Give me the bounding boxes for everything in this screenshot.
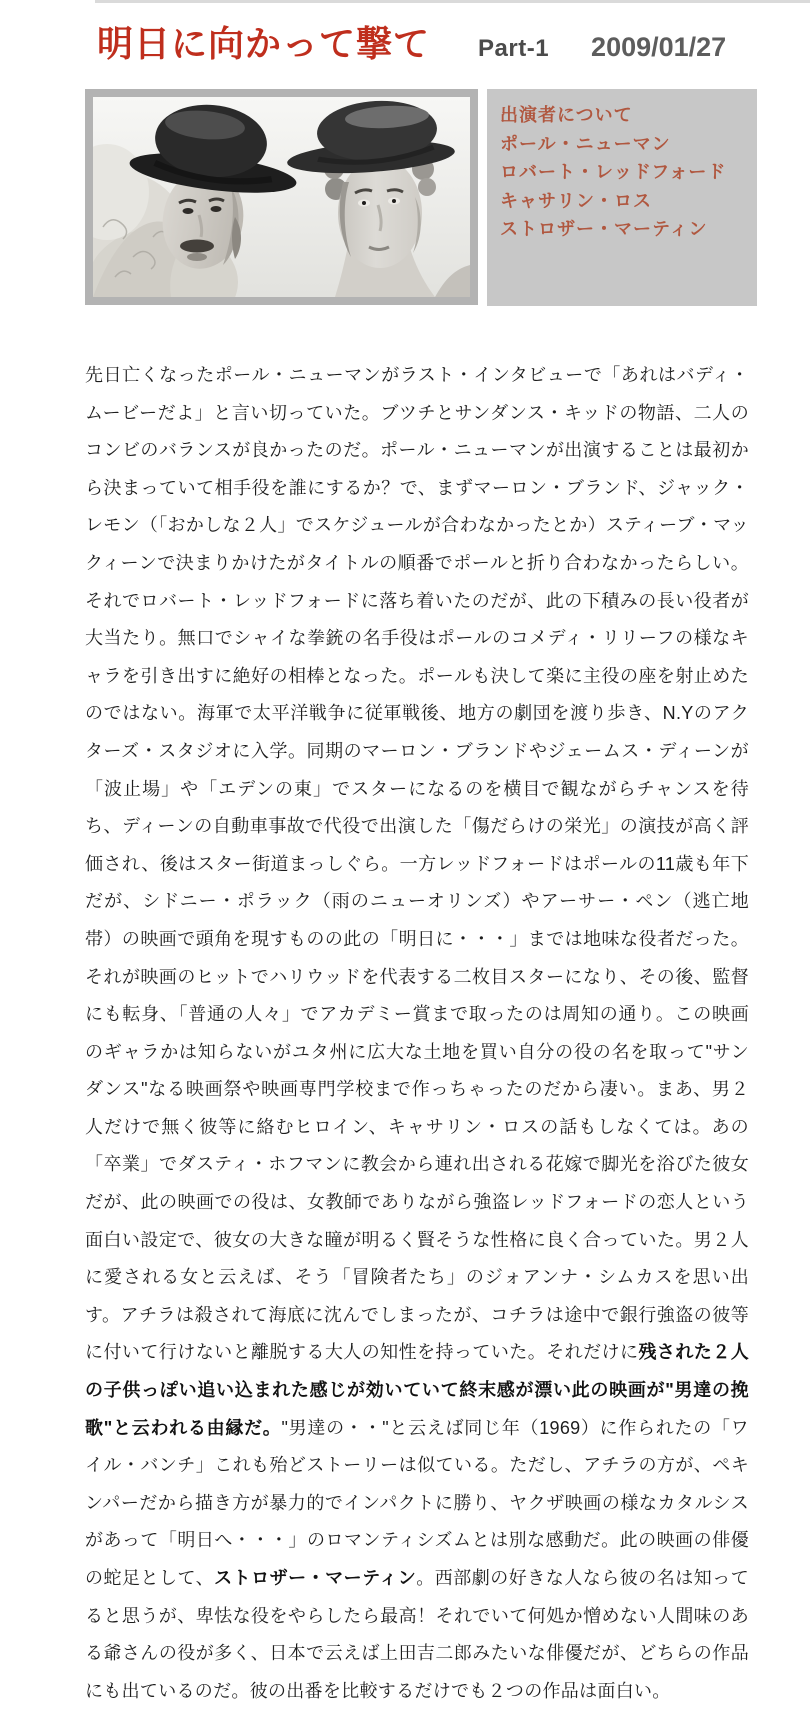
post-title: 明日に向かって撃て (97, 23, 431, 64)
article-bold-segment: ストロザー・マーティン (214, 1568, 417, 1588)
cast-member: キャサリン・ロス (500, 190, 652, 211)
article-bold-segment: 残された２人の子供っぽい追い込まれた感じが効いていて終末感が漂い此の映画が"男達の挽歌"と云われる由縁だ。 (85, 1342, 749, 1438)
article-paragraph (85, 357, 749, 1710)
post-date: 2009/01/27 (591, 32, 727, 62)
cast-member: ポール・ニューマン (500, 133, 671, 154)
article-body (85, 357, 749, 1710)
post-part-label: Part-1 (478, 35, 550, 62)
cast-sidebar (487, 89, 757, 306)
article-text-segment: "男達の・・"と云えば同じ年（1969）に作られたの「ワイル・バンチ」これも殆どストーリーは似ている。ただし、アチラの方が、ペキンパーだから描き方が暴力的でインパクトに勝り、ヤクザ映画の様なカタルシスがあって「明日へ・・・」のロマンティシズムとは別な感動だ。此の映画の俳優の蛇足として、 (85, 1417, 749, 1588)
article-text-segment: 。西部劇の好きな人なら彼の名は知ってると思うが、卑怯な役をやらしたら最高！それでいて何処か憎めない人間味のある爺さんの役が多く、日本で云えば上田吉二郎みたいな俳優だが、どちらの作品にも出ているのだ。彼の出番を比較するだけでも２つの作品は面白い。 (85, 1568, 749, 1701)
movie-still-photo (85, 89, 478, 305)
cast-member: ストロザー・マーティン (500, 219, 708, 239)
movie-still-illustration (93, 97, 470, 297)
media-block (85, 89, 810, 306)
post-header (0, 0, 810, 63)
cast-member: ロバート・レッドフォード (500, 162, 727, 182)
article-text-segment: 先日亡くなったポール・ニューマンがラスト・インタビューで「あれはバディ・ムービーだよ」と言い切っていた。ブツチとサンダンス・キッドの物語、二人のコンビのバランスが良かったのだ。ポール・ニューマンが出演することは最初から決まっていて相手役を誰にするか？で、まずマーロン・ブランド、ジャック・レモン（「おかしな２人」でスケジュールが合わなかったとか）スティーブ・マックィーンで決まりかけたがタイトルの順番でポールと折り合わなかったらしい。それでロバート・レッドフォードに落ち着いたのだが、此の下積みの長い役者が大当たり。無口でシャイな拳銃の名手役はポールのコメディ・リリーフの様なキャラを引き出すに絶好の相棒となった。ポールも決して楽に主役の座を射止めたのではない。海軍で太平洋戦争に従軍戦後、地方の劇団を渡り歩き、N.Yのアクターズ・スタジオに入学。同期のマーロン・ブランドやジェームス・ディーンが「波止場」や「エデンの東」でスターになるのを横目で観ながらチャンスを待ち、ディーンの自動車事故で代役で出演した「傷だらけの栄光」の演技が高く評価され、後はスター街道まっしぐら。一方レッドフォードはポールの11歳も年下だが、シドニー・ポラック（雨のニューオリンズ）やアーサー・ペン（逃亡地帯）の映画で頭角を現すものの此の「明日に・・・」までは地味な役者だった。それが映画のヒットでハリウッドを代表する二枚目スターになり、その後、監督にも転身、「普通の人々」でアカデミー賞まで取ったのは周知の通り。この映画のギャラかは知らないがユタ州に広大な土地を買い自分の役の名を取って"サンダンス"なる映画祭や映画専門学校まで作っちゃったのだから凄い。まあ、男２人だけで無く彼等に絡むヒロイン、キャサリン・ロスの話もしなくては。あの「卒業」でダスティ・ホフマンに教会から連れ出される花嫁で脚光を浴びた彼女だが、此の映画での役は、女教師でありながら強盗レッドフォードの恋人という面白い設定で、彼女の大きな瞳が明るく賢そうな性格に良く合っていた。男２人に愛される女と云えば、そう「冒険者たち」のジォアンナ・シムカスを思い出す。アチラは殺されて海底に沈んでしまったが、コチラは途中で銀行強盗の彼等に付いて行けないと離脱する大人の知性を持っていた。それだけに (85, 365, 749, 1363)
top-divider (95, 0, 810, 3)
cast-heading: 出演者について (500, 105, 633, 125)
